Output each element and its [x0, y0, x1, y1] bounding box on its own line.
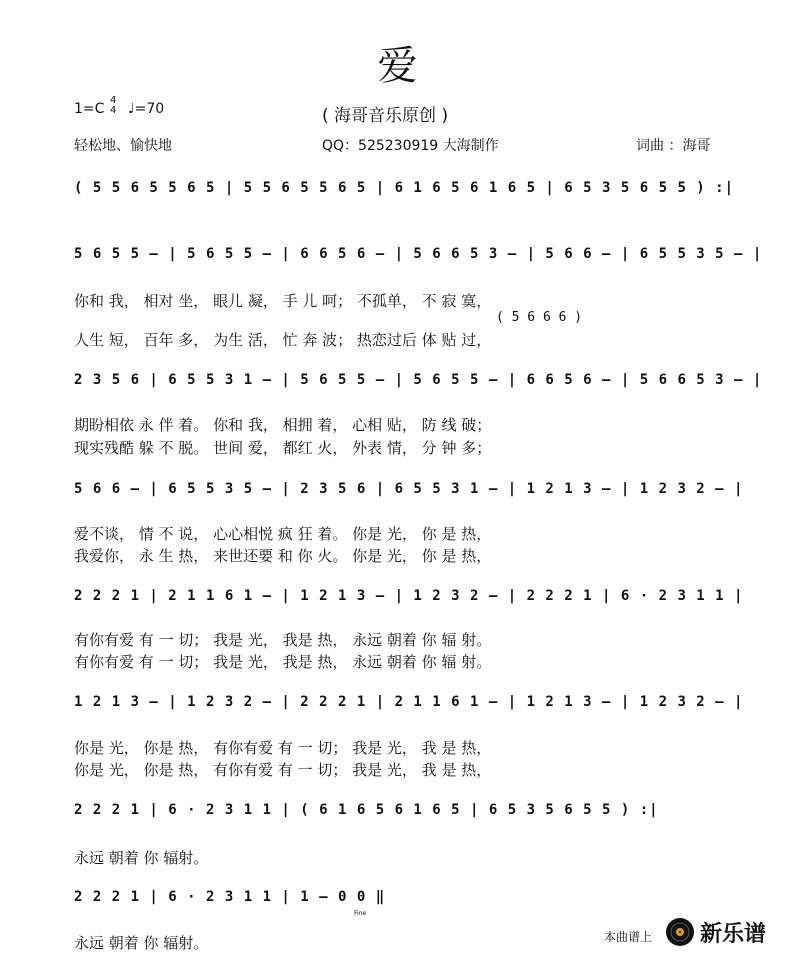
lyric-line-7: 有你有爱 有 一 切； 我是 光， 我是 热， 永远 朝着 你 辐 射。: [74, 631, 492, 649]
lyric-line-8: 有你有爱 有 一 切； 我是 光， 我是 热， 永远 朝着 你 辐 射。: [74, 653, 492, 671]
tempo: ♩=70: [128, 101, 165, 117]
time-signature: [110, 96, 116, 116]
lyric-line-10: 你是 光， 你是 热， 有你有爱 有 一 切； 我是 光， 我 是 热，: [74, 761, 492, 779]
key-signature: 1=C: [74, 101, 105, 117]
score-line-1: ( 5 5 6 5 5 6 5 | 5 5 6 5 5 6 5 | 6 1 6 5 6 1 6 5 | 6 5 3 5 6 5 5 ) :|: [74, 180, 735, 196]
lyric-line-4: 现实残酷 躲 不 脱。 世间 爱， 都红 火， 外表 情， 分 钟 多；: [74, 439, 492, 457]
vinyl-disc-icon: [666, 918, 694, 946]
score-line-7: 2 2 2 1 | 6 · 2 3 1 1 | ( 6 1 6 5 6 1 6 5 | 6 5 3 5 6 5 5 ) :|: [74, 802, 659, 818]
lyric-line-3: 期盼相依 永 伴 着。 你和 我， 相拥 着， 心相 贴， 防 线 破；: [74, 416, 492, 434]
lyric-line-9: 你是 光， 你是 热， 有你有爱 有 一 切； 我是 光， 我 是 热，: [74, 739, 492, 757]
uploader-text: 本曲谱上: [604, 930, 653, 944]
vinyl-logo-icon: [666, 918, 694, 946]
score-line-8: 2 2 2 1 | 6 · 2 3 1 1 | 1 — 0 0 ‖: [74, 889, 386, 905]
mood-marking: 轻松地、愉快地: [74, 138, 172, 154]
lyric-line-11: 永远 朝着 你 辐射。: [74, 849, 209, 867]
song-title: 爱: [377, 43, 418, 89]
brand-logo-text: 新乐谱: [700, 922, 767, 947]
credits: 词曲 ：海哥: [636, 138, 711, 154]
paren-notes: ( 5 6 6 6 ): [496, 310, 583, 325]
lyric-line-12: 永远 朝着 你 辐射。: [74, 934, 209, 952]
lyric-line-2: 人生 短， 百年 多， 为生 活， 忙 奔 波； 热恋过后 体 贴 过，: [74, 331, 492, 349]
time-bottom: 4: [110, 105, 117, 116]
subtitle: ( 海哥音乐原创 ): [322, 106, 449, 126]
lyric-line-5: 爱不谈， 情 不 说， 心心相悦 疯 狂 着。 你是 光， 你 是 热，: [74, 525, 492, 543]
score-line-6: 1 2 1 3 — | 1 2 3 2 — | 2 2 2 1 | 2 1 1 6 1 — | 1 2 1 3 — | 1 2 3 2 — |: [74, 694, 744, 710]
lyric-line-6: 我爱你， 永 生 热， 来世还要 和 你 火。 你是 光， 你 是 热，: [74, 547, 492, 565]
score-line-5: 2 2 2 1 | 2 1 1 6 1 — | 1 2 1 3 — | 1 2 3 2 — | 2 2 2 1 | 6 · 2 3 1 1 |: [74, 588, 744, 604]
score-line-2: 5 6 5 5 — | 5 6 5 5 — | 6 6 5 6 — | 5 6 6 5 3 — | 5 6 6 — | 6 5 5 3 5 — |: [74, 246, 763, 262]
fine-marking: Fine: [354, 910, 367, 917]
score-line-3: 2 3 5 6 | 6 5 5 3 1 — | 5 6 5 5 — | 5 6 5 5 — | 6 6 5 6 — | 5 6 6 5 3 — |: [74, 372, 763, 388]
time-top: 4: [110, 95, 117, 106]
score-line-4: 5 6 6 — | 6 5 5 3 5 — | 2 3 5 6 | 6 5 5 3 1 — | 1 2 1 3 — | 1 2 3 2 — |: [74, 481, 744, 497]
lyric-line-1: 你和 我， 相对 坐， 眼儿 凝， 手 儿 呵； 不孤单， 不 寂 寞，: [74, 292, 492, 310]
qq-info: QQ：525230919 大海制作: [322, 138, 499, 154]
